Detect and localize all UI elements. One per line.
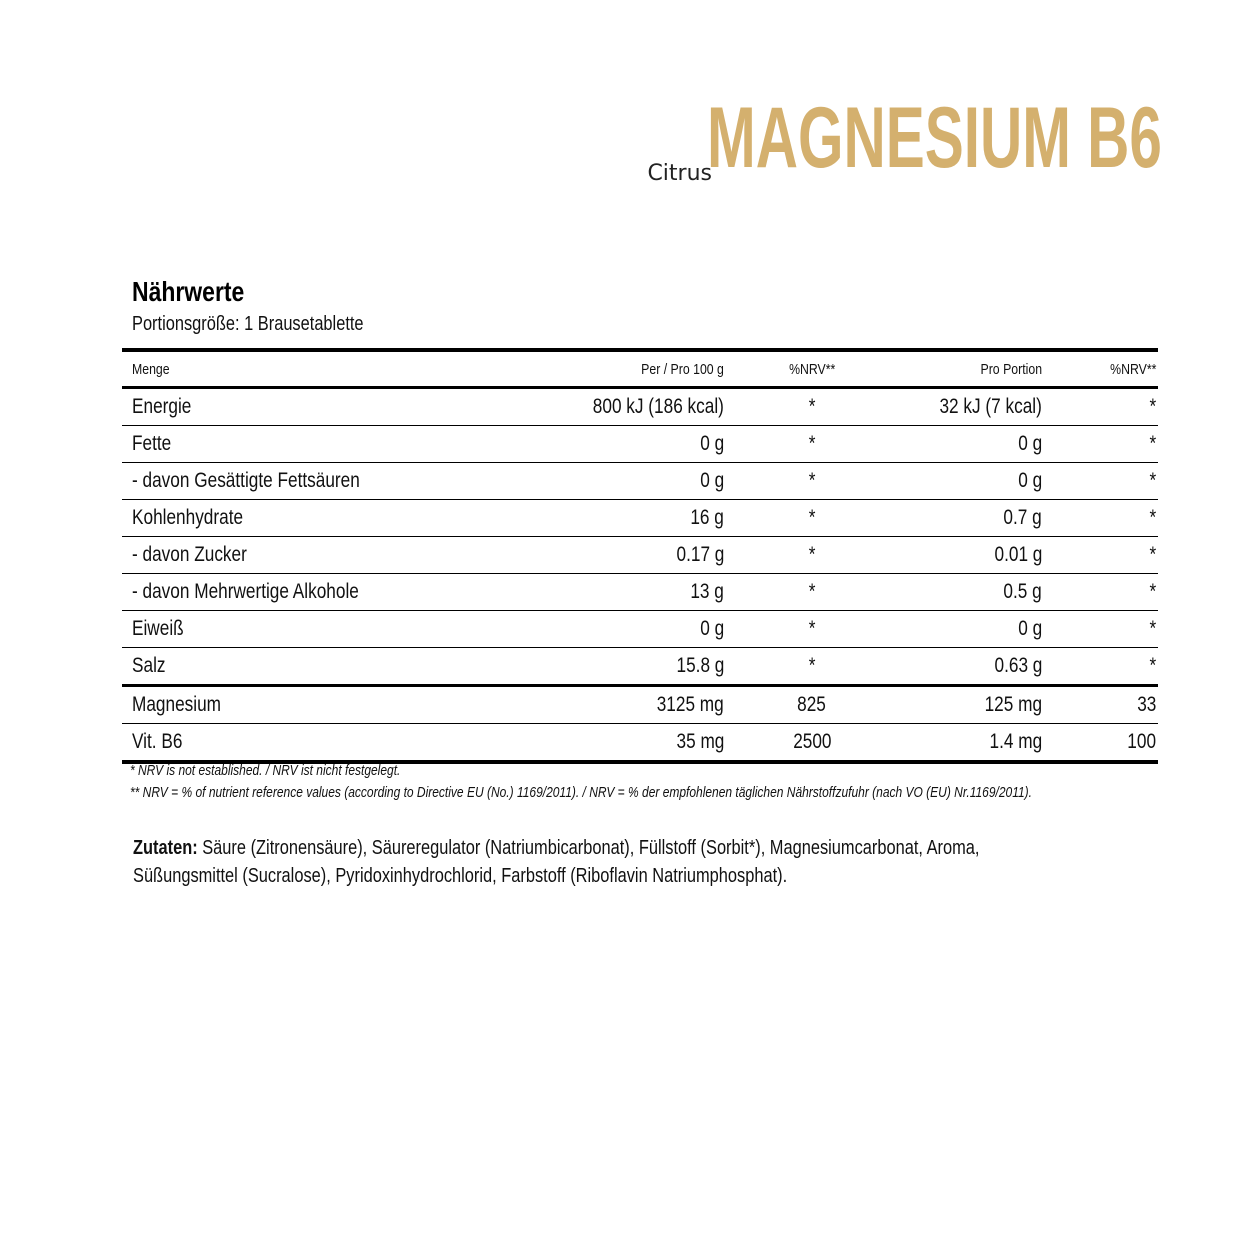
row-portion: 0.7 g	[1003, 506, 1042, 529]
product-header	[647, 88, 1162, 188]
product-title: MAGNESIUM B6	[707, 90, 1162, 186]
row-portion: 32 kJ (7 kcal)	[939, 395, 1042, 418]
table-row	[122, 426, 1158, 463]
table-row	[122, 611, 1158, 648]
row-name: Energie	[132, 395, 192, 418]
footnote-nrv-definition: ** NRV = % of nutrient reference values (according to Directive EU (No.) 1169/2011). / NRV = % der empfohlenen täglichen Nährstoffzufuhr (nach VO (EU) Nr.1169/2011).	[130, 784, 1032, 801]
table-row	[122, 500, 1158, 537]
row-portion: 0.01 g	[994, 543, 1042, 566]
footnote-nrv-not-established: * NRV is not established. / NRV ist nicht festgelegt.	[130, 762, 401, 779]
row-per100: 35 mg	[676, 730, 724, 753]
row-nrv-100: *	[808, 395, 816, 418]
row-per100: 16 g	[690, 506, 724, 529]
row-nrv-portion: *	[1149, 654, 1156, 677]
row-nrv-100: *	[808, 654, 816, 677]
row-name: Magnesium	[132, 693, 222, 716]
ingredients-label: Zutaten:	[133, 837, 198, 859]
row-nrv-portion: *	[1149, 432, 1156, 455]
row-per100: 15.8 g	[676, 654, 724, 677]
row-per100: 0.17 g	[676, 543, 724, 566]
row-per100: 0 g	[700, 432, 724, 455]
row-nrv-100: 825	[797, 693, 827, 716]
row-portion: 0 g	[1018, 432, 1042, 455]
nutrition-title: Nährwerte	[132, 276, 245, 307]
row-portion: 1.4 mg	[989, 730, 1042, 753]
row-portion: 0.5 g	[1003, 580, 1042, 603]
product-title-wrap	[707, 88, 1162, 188]
row-nrv-portion: *	[1149, 395, 1156, 418]
table-row	[122, 537, 1158, 574]
row-name: Vit. B6	[132, 730, 183, 753]
row-name: Eiweiß	[132, 617, 184, 640]
table-row	[122, 648, 1158, 687]
row-name: Kohlenhydrate	[132, 506, 244, 529]
row-name: Salz	[132, 654, 166, 677]
table-row	[122, 574, 1158, 611]
table-row	[122, 724, 1158, 760]
table-header-row	[122, 352, 1158, 389]
flavor-label: Citrus	[647, 161, 712, 186]
row-nrv-100: *	[808, 543, 816, 566]
row-portion: 0 g	[1018, 617, 1042, 640]
row-nrv-100: *	[808, 506, 816, 529]
table-row	[122, 389, 1158, 426]
row-nrv-100: *	[808, 432, 816, 455]
row-per100: 3125 mg	[656, 693, 724, 716]
row-portion: 0.63 g	[994, 654, 1042, 677]
ingredients-text-1: Säure (Zitronensäure), Säureregulator (Natriumbicarbonat), Füllstoff (Sorbit*), Magnesiumcarbonat, Aroma,	[197, 837, 980, 859]
column-header-per100: Per / Pro 100 g	[641, 360, 724, 378]
row-name: - davon Gesättigte Fettsäuren	[132, 469, 360, 492]
table-row	[122, 463, 1158, 500]
row-nrv-portion: 33	[1136, 693, 1156, 716]
row-nrv-100: *	[808, 469, 816, 492]
nutrition-table	[122, 348, 1158, 764]
column-header-portion: Pro Portion	[980, 360, 1042, 378]
row-name: - davon Mehrwertige Alkohole	[132, 580, 359, 603]
row-nrv-portion: *	[1149, 617, 1156, 640]
row-nrv-100: *	[808, 580, 816, 603]
row-nrv-portion: *	[1149, 469, 1156, 492]
row-nrv-100: 2500	[792, 730, 832, 753]
row-portion: 125 mg	[984, 693, 1042, 716]
row-name: - davon Zucker	[132, 543, 247, 566]
row-per100: 13 g	[690, 580, 724, 603]
row-per100: 0 g	[700, 617, 724, 640]
row-name: Fette	[132, 432, 172, 455]
ingredients-line-2: Süßungsmittel (Sucralose), Pyridoxinhydrochlorid, Farbstoff (Riboflavin Natriumphosphat).	[133, 865, 788, 887]
row-per100: 0 g	[700, 469, 724, 492]
row-nrv-portion: *	[1149, 506, 1156, 529]
row-nrv-100: *	[808, 617, 816, 640]
ingredients-line-1	[133, 834, 980, 862]
footnotes	[130, 760, 1258, 804]
row-nrv-portion: 100	[1127, 730, 1156, 753]
column-header-nrv-100: %NRV**	[788, 360, 836, 378]
row-per100: 800 kJ (186 kcal)	[592, 395, 724, 418]
column-header-name: Menge	[132, 360, 170, 378]
row-portion: 0 g	[1018, 469, 1042, 492]
serving-size: Portionsgröße: 1 Brausetablette	[132, 313, 364, 335]
row-nrv-portion: *	[1149, 543, 1156, 566]
row-nrv-portion: *	[1149, 580, 1156, 603]
column-header-nrv-portion: %NRV**	[1109, 360, 1156, 378]
ingredients	[133, 834, 1133, 890]
table-row	[122, 687, 1158, 724]
